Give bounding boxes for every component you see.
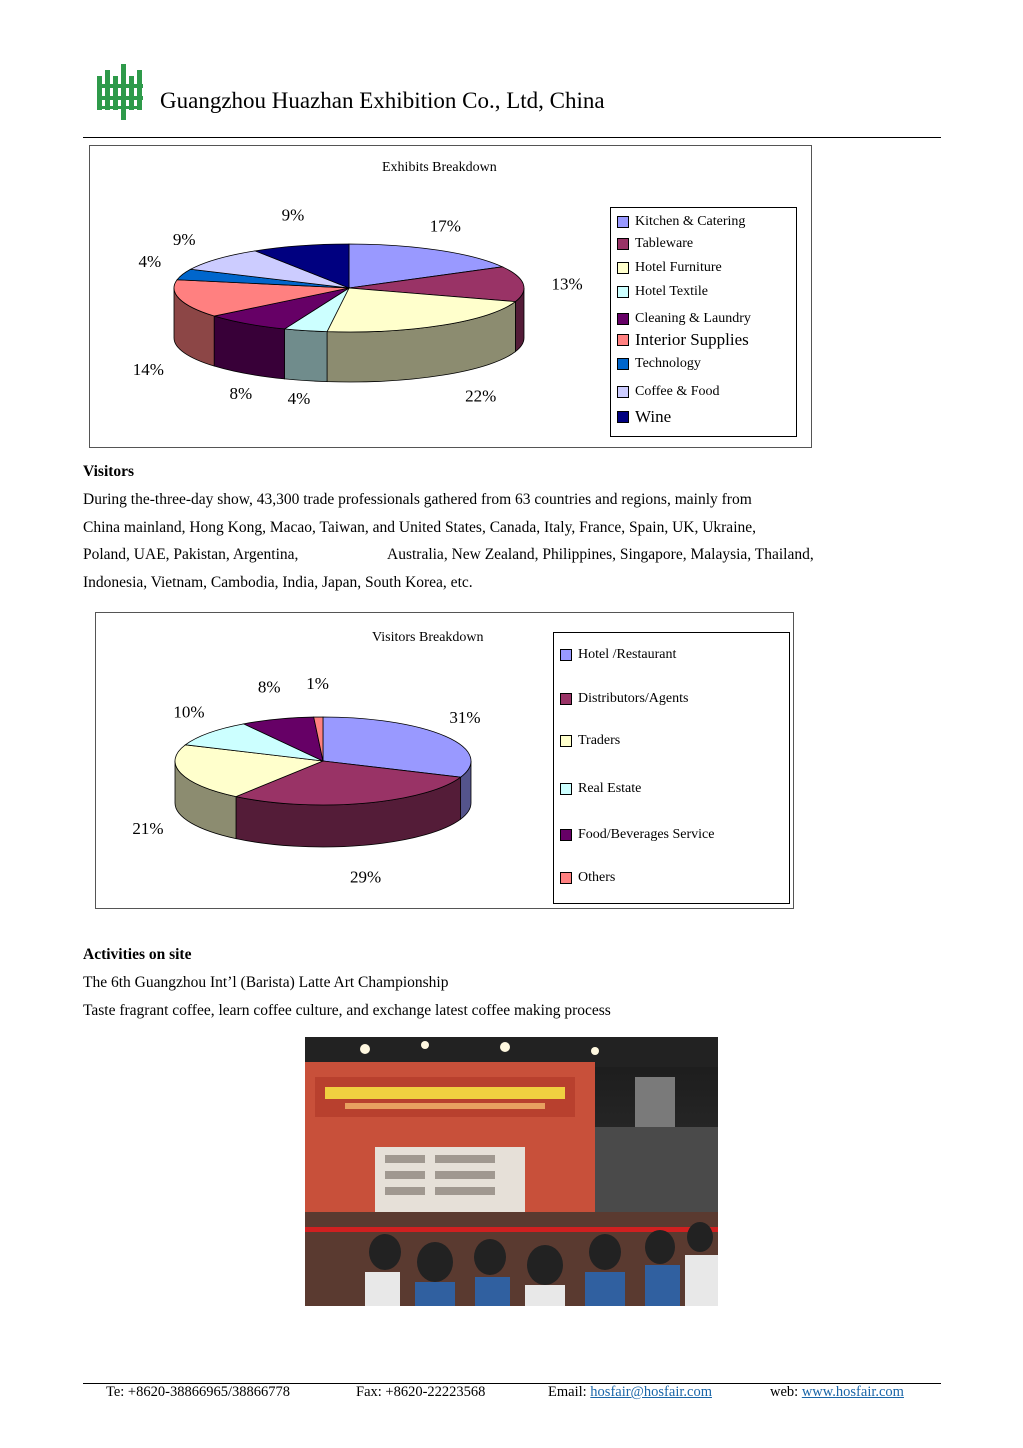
- visitors-legend: [553, 632, 790, 904]
- visitors-legend-swatch: [560, 872, 572, 884]
- exhibits-data-label: 14%: [132, 359, 164, 379]
- visitors-legend-label: Distributors/Agents: [578, 691, 689, 706]
- exhibits-legend-label: Interior Supplies: [635, 330, 749, 349]
- visitors-heading: Visitors: [83, 463, 135, 480]
- visitors-data-label: 1%: [306, 674, 329, 694]
- exhibits-legend-label: Hotel Textile: [635, 284, 709, 299]
- activities-line-2: Taste fragrant coffee, learn coffee culture, and exchange latest coffee making process: [83, 1001, 611, 1019]
- exhibits-legend-swatch: [617, 313, 629, 325]
- visitors-line-3b: Australia, New Zealand, Philippines, Singapore, Malaysia, Thailand,: [387, 546, 814, 563]
- visitors-legend-item: [560, 647, 676, 663]
- exhibits-legend-item: [617, 384, 720, 400]
- visitors-legend-swatch: [560, 693, 572, 705]
- footer-web: [770, 1384, 904, 1401]
- visitors-legend-item: [560, 733, 620, 749]
- footer-fax: Fax: +8620-22223568: [356, 1384, 486, 1400]
- exhibits-legend-label: Coffee & Food: [635, 384, 720, 399]
- exhibits-legend-item: [617, 356, 701, 372]
- exhibits-legend-swatch: [617, 334, 629, 346]
- email-link[interactable]: hosfair@hosfair.com: [590, 1384, 712, 1400]
- web-label: web:: [770, 1384, 802, 1400]
- company-name: Guangzhou Huazhan Exhibition Co., Ltd, China: [160, 88, 605, 113]
- activities-line-1: The 6th Guangzhou Int’l (Barista) Latte Art Championship: [83, 974, 449, 991]
- visitors-data-label: 10%: [173, 702, 205, 722]
- web-link[interactable]: www.hosfair.com: [801, 1384, 904, 1400]
- exhibits-legend-swatch: [617, 286, 629, 298]
- visitors-legend-item: [560, 870, 615, 886]
- exhibits-chart-title: Exhibits Breakdown: [382, 160, 497, 175]
- exhibits-legend-label: Kitchen & Catering: [635, 214, 746, 229]
- visitors-legend-item: [560, 827, 714, 843]
- visitors-legend-label: Traders: [578, 733, 621, 748]
- exhibits-legend-item: [617, 330, 749, 350]
- exhibits-slice-side: [285, 329, 327, 382]
- exhibits-legend-label: Hotel Furniture: [635, 260, 722, 275]
- exhibits-legend-swatch: [617, 358, 629, 370]
- visitors-legend-label: Food/Beverages Service: [578, 827, 715, 842]
- exhibits-legend-swatch: [617, 238, 629, 250]
- visitors-legend-swatch: [560, 829, 572, 841]
- exhibits-data-label: 8%: [229, 384, 253, 404]
- exhibits-legend-label: Wine: [635, 407, 672, 426]
- exhibits-legend-label: Cleaning & Laundry: [635, 311, 751, 326]
- exhibits-legend-item: [617, 236, 693, 252]
- exhibits-data-label: 9%: [281, 205, 305, 225]
- company-logo: [95, 62, 149, 122]
- visitors-line-1: During the-three-day show, 43,300 trade professionals gathered from 63 countries and regions, mainly from: [83, 491, 752, 508]
- exhibits-legend-item: [617, 260, 722, 276]
- header-divider: [83, 137, 941, 138]
- visitors-legend-item: [560, 691, 688, 707]
- visitors-line-4: Indonesia, Vietnam, Cambodia, India, Japan, South Korea, etc.: [83, 573, 473, 591]
- visitors-data-label: 31%: [449, 707, 481, 727]
- exhibits-legend-swatch: [617, 411, 629, 423]
- exhibits-legend-swatch: [617, 262, 629, 274]
- visitors-line-3a: Poland, UAE, Pakistan, Argentina,: [83, 546, 299, 563]
- visitors-legend-label: Hotel /Restaurant: [578, 647, 677, 662]
- footer-tel: Te: +8620-38866965/38866778: [106, 1384, 290, 1400]
- exhibits-legend-swatch: [617, 216, 629, 228]
- exhibits-data-label: 22%: [465, 386, 497, 406]
- exhibits-legend-item: [617, 311, 751, 327]
- exhibits-legend-swatch: [617, 386, 629, 398]
- exhibits-data-label: 13%: [551, 274, 583, 294]
- exhibits-chart-frame: [89, 145, 812, 448]
- exhibits-legend: [610, 207, 797, 437]
- visitors-line-2: China mainland, Hong Kong, Macao, Taiwan, and United States, Canada, Italy, France, Spain, UK, Ukraine,: [83, 518, 757, 536]
- visitors-data-label: 21%: [132, 818, 164, 838]
- visitors-legend-swatch: [560, 649, 572, 661]
- event-photo: [305, 1037, 718, 1306]
- exhibits-data-label: 4%: [287, 388, 311, 408]
- exhibits-legend-label: Tableware: [635, 236, 694, 251]
- exhibits-data-label: 9%: [172, 230, 196, 250]
- visitors-chart-title: Visitors Breakdown: [372, 630, 484, 645]
- exhibits-data-label: 17%: [429, 216, 461, 236]
- visitors-legend-label: Real Estate: [578, 781, 642, 796]
- exhibits-legend-item: [617, 284, 708, 300]
- visitors-legend-swatch: [560, 735, 572, 747]
- visitors-data-label: 8%: [257, 677, 281, 697]
- visitors-data-label: 29%: [349, 867, 382, 887]
- visitors-paragraph: [83, 486, 943, 596]
- visitors-chart-frame: [95, 612, 794, 909]
- exhibits-legend-item: [617, 214, 745, 230]
- visitors-legend-item: [560, 781, 641, 797]
- footer-email: [548, 1384, 712, 1401]
- visitors-legend-label: Others: [578, 870, 616, 885]
- activities-heading: Activities on site: [83, 946, 192, 963]
- activities-text: [83, 969, 943, 1024]
- exhibits-data-label: 4%: [138, 251, 162, 271]
- visitors-legend-swatch: [560, 783, 572, 795]
- exhibits-legend-item: [617, 407, 671, 427]
- email-label: Email:: [548, 1384, 591, 1400]
- exhibits-legend-label: Technology: [635, 356, 701, 371]
